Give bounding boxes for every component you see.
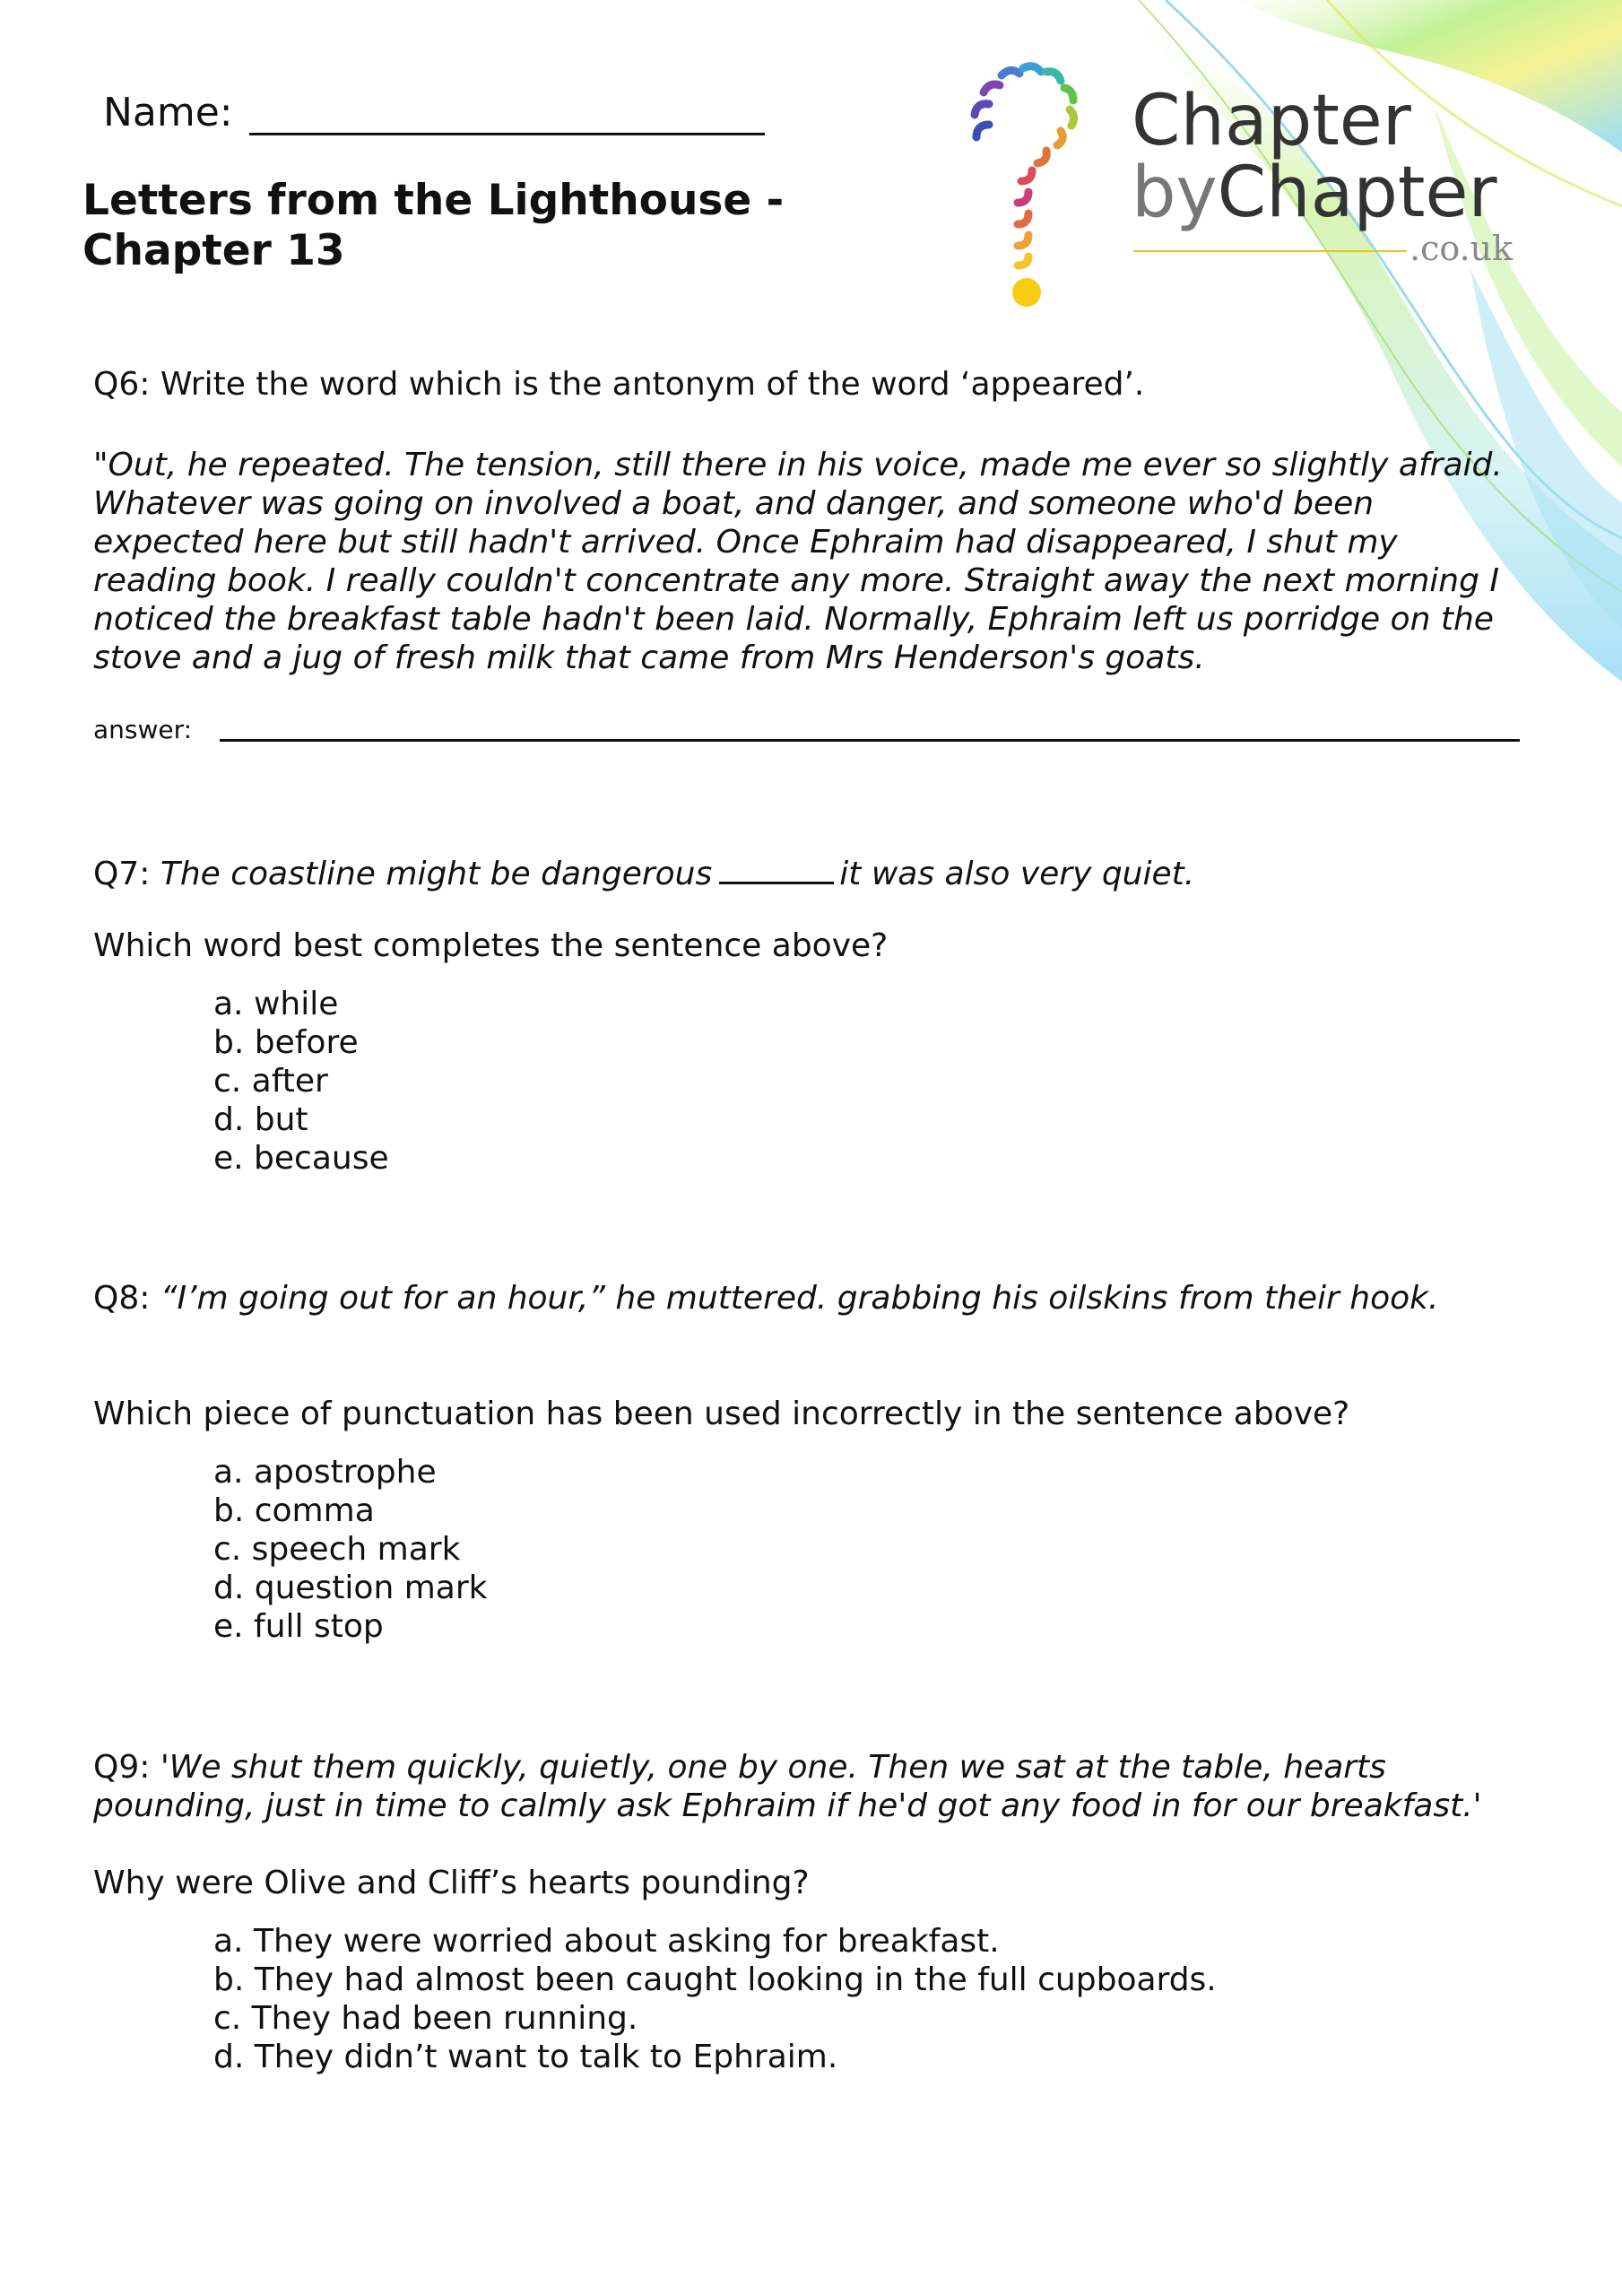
- q8-prompt: Which piece of punctuation has been used incorrectly in the sentence above?: [93, 1396, 1350, 1432]
- title-line-2: Chapter 13: [82, 226, 345, 275]
- q6-quote-line: reading book. I really couldn't concentrate any more. Straight away the next morning I: [93, 562, 1499, 599]
- title-line-1: Letters from the Lighthouse -: [82, 176, 785, 225]
- q7-options: [213, 985, 389, 1178]
- option-item[interactable]: d. question mark: [213, 1570, 488, 1606]
- option-item[interactable]: b. before: [213, 1024, 359, 1061]
- q6-answer-label: answer:: [93, 715, 193, 744]
- option-item[interactable]: e. because: [213, 1140, 389, 1177]
- option-item[interactable]: d. They didn’t want to talk to Ephraim.: [213, 2039, 838, 2075]
- q6-quote-line: Whatever was going on involved a boat, and danger, and someone who'd been: [93, 485, 1375, 522]
- q6-quote-line: expected here but still hadn't arrived. Once Ephraim had disappeared, I shut my: [93, 524, 1398, 561]
- logo-domain: .co.uk: [1409, 229, 1514, 268]
- q8-label: Q8:: [93, 1280, 151, 1317]
- q8-options: [213, 1453, 488, 1646]
- logo-word-chapter: Chapter: [1132, 81, 1411, 161]
- q6-quote: [93, 446, 1546, 677]
- option-item[interactable]: c. They had been running.: [213, 2000, 638, 2037]
- logo-word-bychapter: [1132, 152, 1497, 233]
- q7-sentence-start: The coastline might be dangerous: [160, 856, 713, 892]
- q9-prompt: Why were Olive and Cliff’s hearts pounding?: [93, 1865, 810, 1901]
- name-field[interactable]: [103, 90, 765, 135]
- q7-label: Q7:: [93, 856, 151, 892]
- name-label: Name:: [103, 90, 233, 135]
- q7-prompt: Which word best completes the sentence above?: [93, 927, 889, 964]
- q9-quote-line-1: 'We shut them quickly, quietly, one by one. Then we sat at the table, hearts: [160, 1749, 1386, 1786]
- q6-quote-line: "Out, he repeated. The tension, still there in his voice, made me ever so slightly afraid.: [93, 447, 1503, 483]
- option-item[interactable]: e. full stop: [213, 1608, 384, 1645]
- option-item[interactable]: a. apostrophe: [213, 1454, 437, 1491]
- q8-sentence-text: “I’m going out for an hour,” he muttered. grabbing his oilskins from their hook.: [160, 1280, 1439, 1317]
- option-item[interactable]: d. but: [213, 1101, 308, 1138]
- logo-chapter-2: Chapter: [1217, 152, 1497, 233]
- logo-by: by: [1132, 152, 1218, 233]
- option-item[interactable]: b. comma: [213, 1492, 375, 1529]
- q7-sentence: [93, 849, 1194, 893]
- question-mark-books-icon: [964, 52, 1125, 312]
- option-item[interactable]: b. They had almost been caught looking in the full cupboards.: [213, 1961, 1217, 1998]
- worksheet-title: [82, 176, 784, 276]
- q6-answer-line[interactable]: [220, 739, 1520, 742]
- option-item[interactable]: a. while: [213, 986, 339, 1022]
- q6-quote-line: stove and a jug of fresh milk that came from Mrs Henderson's goats.: [93, 639, 1205, 676]
- option-item[interactable]: c. speech mark: [213, 1531, 461, 1568]
- chapter-by-chapter-logo: [1132, 81, 1514, 268]
- q9-quote-line-2: pounding, just in time to calmly ask Ephraim if he'd got any food in for our breakfast.': [93, 1787, 1482, 1824]
- name-line[interactable]: [249, 93, 765, 135]
- option-item[interactable]: c. after: [213, 1063, 328, 1100]
- option-item[interactable]: a. They were worried about asking for breakfast.: [213, 1923, 1000, 1960]
- logo-rule: [1133, 250, 1407, 252]
- q9-label: Q9:: [93, 1749, 151, 1786]
- q7-sentence-end: it was also very quiet.: [839, 856, 1195, 892]
- q6-quote-line: noticed the breakfast table hadn't been laid. Normally, Ephraim left us porridge on the: [93, 601, 1494, 638]
- q8-sentence: [93, 1279, 1438, 1318]
- q9-quote: [93, 1748, 1482, 1825]
- q7-blank[interactable]: [719, 849, 834, 884]
- q6-prompt: Q6: Write the word which is the antonym of the word ‘appeared’.: [93, 366, 1145, 403]
- q9-options: [213, 1922, 1217, 2076]
